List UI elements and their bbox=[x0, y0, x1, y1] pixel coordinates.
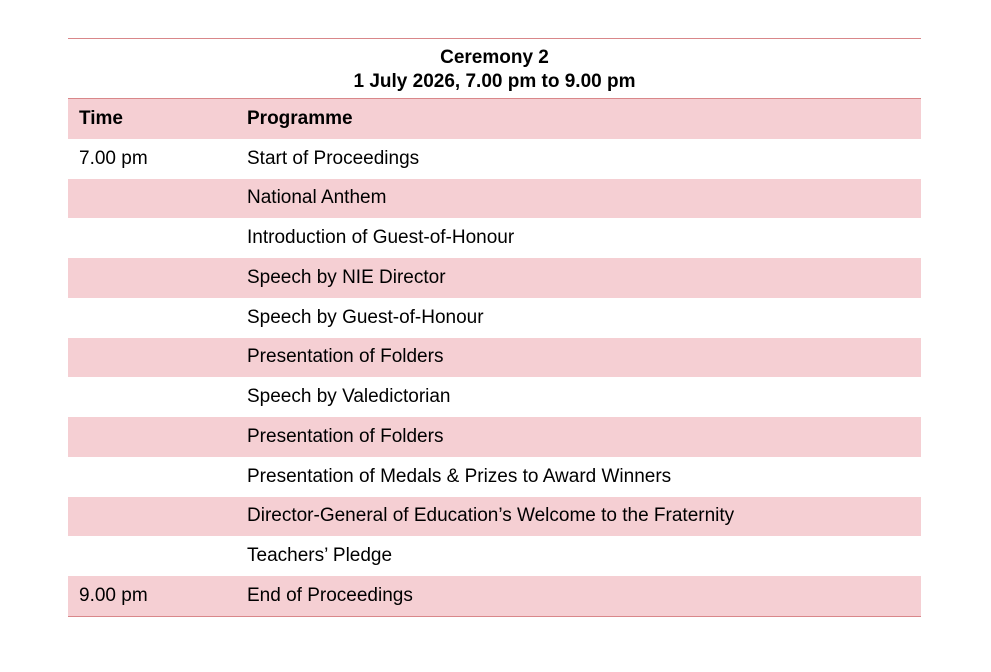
row-programme: Teachers’ Pledge bbox=[247, 545, 393, 567]
table-header-row bbox=[68, 99, 921, 139]
table-row bbox=[68, 139, 921, 179]
row-programme: Speech by NIE Director bbox=[247, 266, 446, 288]
table-row bbox=[68, 218, 921, 258]
programme-table bbox=[68, 38, 921, 617]
row-programme: Start of Proceedings bbox=[247, 147, 420, 169]
table-row bbox=[68, 258, 921, 298]
row-programme: Introduction of Guest-of-Honour bbox=[247, 227, 515, 249]
table-row bbox=[68, 179, 921, 219]
row-programme: Director-General of Education’s Welcome to the Fraternity bbox=[247, 505, 735, 527]
table-row bbox=[68, 377, 921, 417]
row-time: 9.00 pm bbox=[79, 584, 148, 606]
table-row bbox=[68, 576, 921, 616]
ceremony-date-time: 1 July 2026, 7.00 pm to 9.00 pm bbox=[353, 71, 636, 92]
row-programme: Presentation of Medals & Prizes to Award Winners bbox=[247, 465, 672, 487]
row-programme: National Anthem bbox=[247, 187, 387, 209]
column-header-programme: Programme bbox=[247, 107, 353, 129]
row-programme: Presentation of Folders bbox=[247, 346, 444, 368]
table-row bbox=[68, 417, 921, 457]
table-caption bbox=[68, 39, 921, 99]
column-header-time: Time bbox=[79, 107, 124, 129]
table-row bbox=[68, 298, 921, 338]
table-bottom-rule bbox=[68, 616, 921, 617]
row-programme: Speech by Guest-of-Honour bbox=[247, 306, 484, 328]
row-time: 7.00 pm bbox=[79, 147, 148, 169]
table-row bbox=[68, 497, 921, 537]
ceremony-title: Ceremony 2 bbox=[440, 47, 549, 68]
row-programme: Presentation of Folders bbox=[247, 425, 444, 447]
row-programme: Speech by Valedictorian bbox=[247, 386, 451, 408]
table-row bbox=[68, 457, 921, 497]
table-row bbox=[68, 536, 921, 576]
row-programme: End of Proceedings bbox=[247, 584, 413, 606]
table-row bbox=[68, 338, 921, 378]
